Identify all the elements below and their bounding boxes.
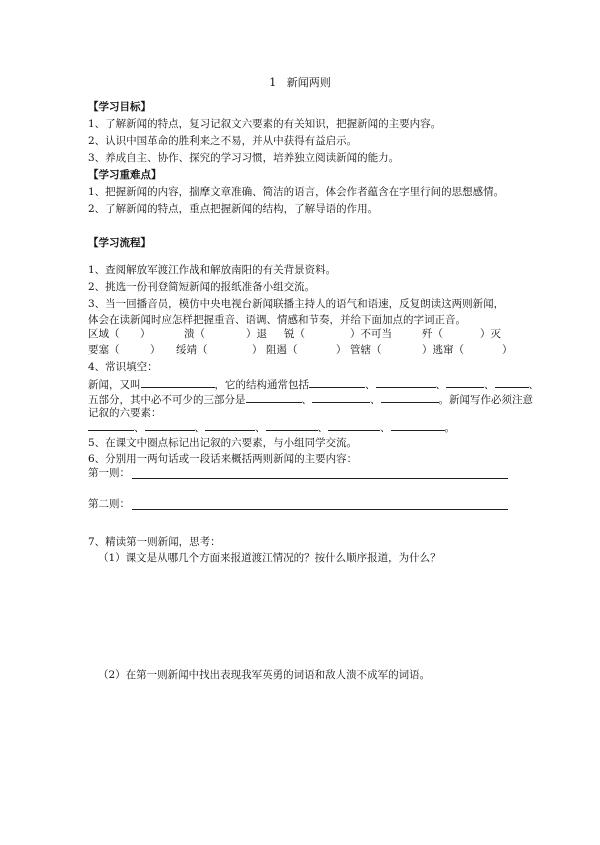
process-step-2: 2、挑选一份刊登简短新闻的报纸准备小组交流。 xyxy=(88,281,316,293)
fill-text: 新闻，又叫 xyxy=(88,379,141,391)
fill-sep: 、 xyxy=(380,422,391,434)
process-heading: 【学习流程】 xyxy=(88,237,151,249)
word-blank: ） xyxy=(150,344,161,356)
fill-line-b xyxy=(88,391,533,407)
word-blank: 要塞（ xyxy=(88,344,120,356)
word-blank: 管辖（ xyxy=(350,344,382,356)
key-points-heading: 【学习重难点】 xyxy=(88,169,162,181)
page-title xyxy=(0,76,600,90)
word-blank: 阻遏（ xyxy=(266,344,298,356)
process-step-3-cont: 体会在读新闻时应怎样把握重音、语调、情感和节奏，并给下面加点的字词正音。 xyxy=(88,314,466,326)
key-point-item: 2、了解新闻的特点，重点把握新闻的结构，了解导语的作用。 xyxy=(88,203,379,215)
objective-item: 3、养成自主、协作、探究的学习习惯，培养独立阅读新闻的能力。 xyxy=(88,152,400,164)
word-blank: 锐（ xyxy=(284,328,305,340)
lesson-number: 1 xyxy=(269,76,277,89)
fill-sep: 、 xyxy=(301,394,312,406)
word-blank: ） xyxy=(252,344,263,356)
fill-blank[interactable] xyxy=(88,419,134,431)
word-blank: 溃（ xyxy=(184,328,205,340)
fill-sep: 、 xyxy=(134,422,145,434)
fill-blank[interactable] xyxy=(495,376,529,388)
word-blank: 区域（ xyxy=(88,328,120,340)
word-blank: ） xyxy=(336,344,347,356)
fill-sep: 、 xyxy=(435,379,446,391)
second-news-label: 第二则： xyxy=(88,498,130,510)
fill-blank[interactable] xyxy=(446,376,484,388)
fill-sep: 、 xyxy=(317,422,328,434)
fill-blank[interactable] xyxy=(141,376,215,388)
first-news-answer-line[interactable] xyxy=(132,478,508,479)
second-news-answer-line[interactable] xyxy=(132,509,508,510)
process-step-4: 4、常识填空： xyxy=(88,361,158,373)
word-blank: ）不可当 xyxy=(350,328,392,340)
fill-sep: 、 xyxy=(365,379,376,391)
fill-blank[interactable] xyxy=(145,419,195,431)
fill-end: 。 xyxy=(444,422,455,434)
fill-sep: 、 xyxy=(370,394,381,406)
fill-sep: 、 xyxy=(484,379,495,391)
process-step-1: 1、查阅解放军渡江作战和解放南阳的有关背景资料。 xyxy=(88,264,337,276)
question-1: （1）课文是从哪几个方面来报道渡江情况的？按什么顺序报道，为什么？ xyxy=(98,552,441,564)
fill-blank[interactable] xyxy=(246,391,302,403)
objectives-heading: 【学习目标】 xyxy=(88,101,151,113)
process-step-6: 6、分别用一两句话或一段话来概括两则新闻的主要内容： xyxy=(88,453,358,465)
fill-line-d xyxy=(88,419,455,435)
word-blank: ）逃窜（ xyxy=(422,344,464,356)
fill-sep: 、 xyxy=(528,379,539,391)
word-blank: ）退 xyxy=(246,328,267,340)
fill-blank[interactable] xyxy=(312,391,370,403)
word-blank: ）灭 xyxy=(480,328,501,340)
fill-line-a xyxy=(88,376,539,392)
fill-text: ，它的结构通常包括 xyxy=(214,379,309,391)
word-blank: ） xyxy=(502,344,513,356)
process-step-7: 7、精读第一则新闻，思考： xyxy=(88,536,221,548)
fill-blank[interactable] xyxy=(381,391,439,403)
fill-blank[interactable] xyxy=(309,376,365,388)
fill-line-c: 记叙的六要素： xyxy=(88,407,162,419)
fill-blank[interactable] xyxy=(376,376,436,388)
fill-blank[interactable] xyxy=(328,419,380,431)
fill-sep: 、 xyxy=(194,422,205,434)
question-2: （2）在第一则新闻中找出表现我军英勇的词语和敌人溃不成军的词语。 xyxy=(98,669,431,681)
word-blank: ） xyxy=(140,328,151,340)
objective-item: 1、了解新闻的特点，复习记叙文六要素的有关知识，把握新闻的主要内容。 xyxy=(88,118,442,130)
lesson-title: 新闻两则 xyxy=(286,76,331,89)
fill-text: 。新闻写作必须注意 xyxy=(438,394,533,406)
fill-blank[interactable] xyxy=(391,419,445,431)
process-step-3: 3、当一回播音员，模仿中央电视台新闻联播主持人的语气和语速，反复朗读这两则新闻， xyxy=(88,298,505,310)
fill-sep: 、 xyxy=(255,422,266,434)
first-news-label: 第一则： xyxy=(88,467,130,479)
word-blank: 绥靖（ xyxy=(176,344,208,356)
fill-blank[interactable] xyxy=(266,419,318,431)
word-blank: 歼（ xyxy=(422,328,443,340)
fill-text: 五部分，其中必不可少的三部分是 xyxy=(88,394,246,406)
objective-item: 2、认识中国革命的胜利来之不易，并从中获得有益启示。 xyxy=(88,135,358,147)
fill-blank[interactable] xyxy=(205,419,255,431)
process-step-5: 5、在课文中圈点标记出记叙的六要素，与小组同学交流。 xyxy=(88,437,358,449)
key-point-item: 1、把握新闻的内容，揣摩文章准确、简洁的语言，体会作者蕴含在字里行间的思想感情。 xyxy=(88,186,505,198)
